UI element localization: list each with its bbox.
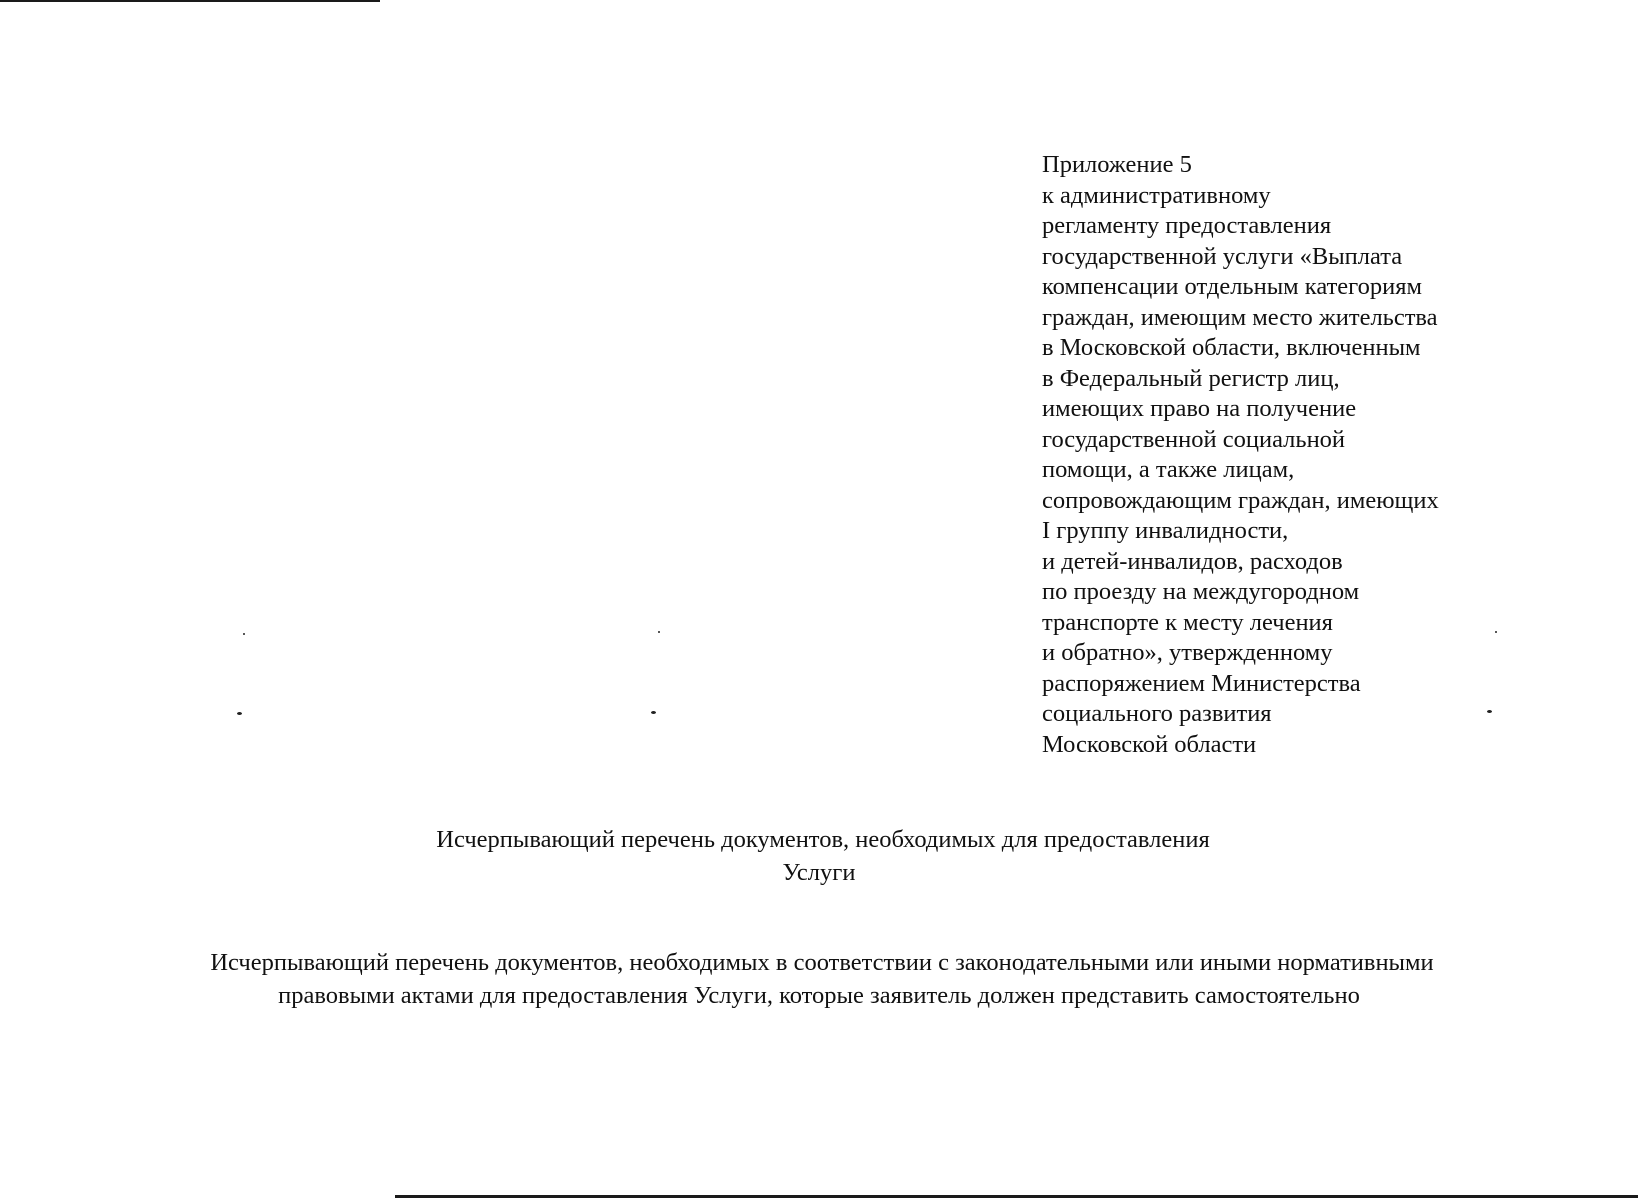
section-title-line-1: Исчерпывающий перечень документов, необходимых для предоставления: [436, 826, 1210, 853]
annex-line: распоряжением Министерства: [1042, 669, 1361, 697]
annex-line: I группу инвалидности,: [1042, 517, 1289, 544]
annex-line: Приложение 5: [1042, 151, 1192, 178]
annex-line: и детей-инвалидов, расходов: [1042, 547, 1343, 575]
annex-line: граждан, имеющим место жительства: [1042, 303, 1438, 331]
scan-edge-top: [0, 0, 380, 2]
annex-line: по проезду на междугородном: [1042, 578, 1360, 605]
annex-line: компенсации отдельным категориям: [1042, 273, 1422, 300]
annex-line: в Федеральный регистр лиц,: [1042, 364, 1340, 392]
section-title-line-2: Услуги: [782, 859, 856, 886]
annex-line: сопровождающим граждан, имеющих: [1042, 486, 1439, 514]
scan-edge-bottom: [395, 1195, 1638, 1198]
subsection-title-line-2: правовыми актами для предоставления Услуги, которые заявитель должен представить самостоятельно: [278, 982, 1360, 1009]
annex-line: к административному: [1042, 181, 1271, 209]
annex-header: [1042, 150, 1522, 760]
annex-line: транспорте к месту лечения: [1042, 608, 1333, 636]
section-title: [0, 823, 1638, 889]
annex-line: и обратно», утвержденному: [1042, 639, 1333, 666]
scan-speck: [243, 633, 245, 635]
annex-line: государственной услуги «Выплата: [1042, 242, 1403, 270]
scan-speck: [237, 712, 242, 715]
annex-line: Московской области: [1042, 730, 1257, 758]
annex-line: имеющих право на получение: [1042, 395, 1357, 422]
annex-line: государственной социальной: [1042, 425, 1346, 453]
annex-line: в Московской области, включенным: [1042, 334, 1421, 361]
annex-line: регламенту предоставления: [1042, 212, 1332, 239]
subsection-title-line-1: Исчерпывающий перечень документов, необходимых в соответствии с законодательными или иными нормативными: [210, 949, 1434, 976]
annex-line: социального развития: [1042, 700, 1272, 727]
scan-speck: [658, 631, 660, 633]
scan-speck: [651, 711, 656, 714]
subsection-title: [0, 946, 1638, 1012]
annex-line: помощи, а также лицам,: [1042, 456, 1295, 483]
